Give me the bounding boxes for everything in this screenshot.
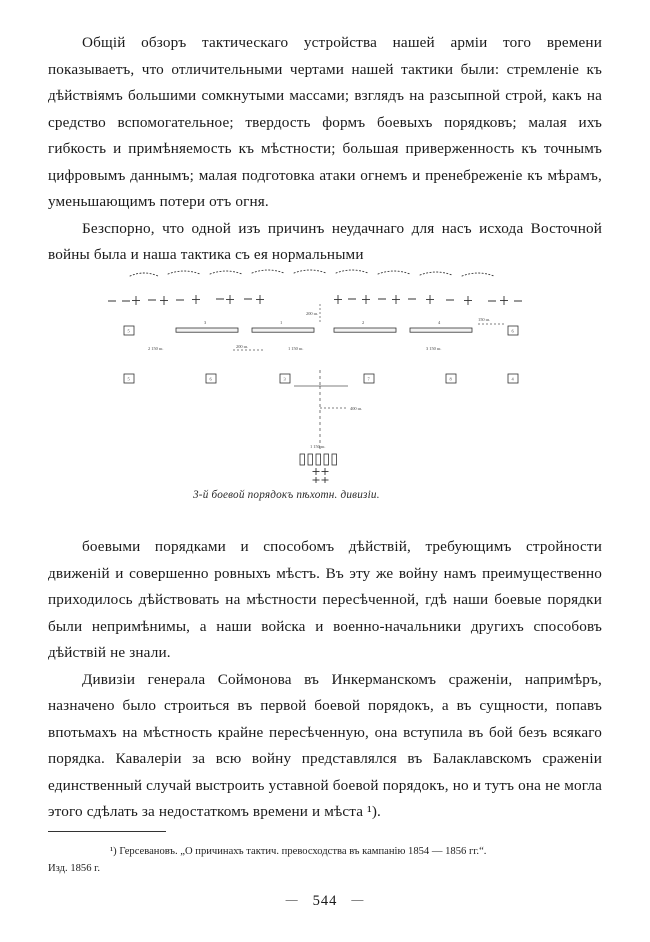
paragraph-4: Дивизіи генерала Соймонова въ Инкерманскомъ сраженіи, напримѣръ, назначено было строиться въ первой боевой порядокъ, а въ сущности, попавъ впотьмахъ на мѣстность крайне пересѣченную, она вступила въ бой безъ всякаго порядка. Кавалеріи за всю войну представлялся въ Балаклавскомъ сраженіи единственный случай выстроить уставной боевой порядокъ, но и тутъ она не могла этого сдѣлать за недостаткомъ времени и мѣста ¹). (48, 670, 602, 820)
page-number-value: 544 (312, 893, 338, 909)
distance-label-200-top: 200 ш. (306, 311, 319, 316)
footnote-divider (48, 831, 166, 832)
column-label-mid: 1 150 ш. (288, 346, 304, 351)
flank-box-label-6: 6 (511, 328, 514, 334)
footnote-text: Герсевановъ. „О причинахъ тактич. превосходства въ кампанію 1854 — 1856 гг.“. (119, 846, 487, 857)
column-label-right: 3 150 ш. (426, 346, 442, 351)
distance-label-400: 400 ш. (350, 406, 363, 411)
distance-label-150: 150 ш. (478, 317, 491, 322)
page-number-dash-left: — (285, 892, 299, 906)
footnote-line-1 (48, 843, 602, 860)
column-label-left: 2 150 ш. (148, 346, 164, 351)
battalion-label-2: 2 (362, 320, 365, 325)
reserve-label-5: 8 (449, 376, 452, 382)
distance-label-200-mid: 200 ш. (236, 344, 249, 349)
paragraph-3: боевыми порядками и способомъ дѣйствій, требующимъ стройности движеній и совершенно ровныхъ мѣстъ. Въ эту же войну намъ преимущественно приходилось дѣйствовать на мѣстности пересѣченной, гдѣ наши боевые порядки были непримѣнимы, а наши войска и военно-начальники другихъ способовъ дѣйствій не знали. (48, 538, 602, 661)
support-line (108, 299, 522, 301)
reserve-label-4: 7 (367, 376, 370, 382)
reserve-platoon-markers (313, 468, 329, 483)
lower-text-column (48, 534, 602, 826)
paragraph-1: Общій обзоръ тактическаго устройства нашей арміи того времени показываетъ, что отличительными чертами нашей тактики были: стремленіе къ дѣйствіямъ большими сомкнутыми массами; взглядъ на разсыпной строй, какъ на средство вспомогательное; твердость формъ боевыхъ порядковъ; малая ихъ гибкость и примѣняемость къ мѣстности; большая приверженность къ точнымъ цифровымъ даннымъ; малая подготовка атаки огнемъ и пренебреженіе къ мѣрамъ, уменьшающимъ потери отъ огня. (48, 34, 602, 210)
footnote (48, 843, 602, 877)
battalion-label-3: 3 (204, 320, 207, 325)
battalion-label-4: 4 (438, 320, 441, 325)
figure-diagram (48, 258, 602, 486)
figure-battle-order (48, 258, 602, 508)
reserve-label-6: 4 (511, 376, 514, 382)
battalion-bars (176, 328, 472, 332)
column-label-bottom: 1 150 ш. (310, 444, 326, 449)
reserve-label-1: 5 (127, 376, 130, 382)
skirmisher-line-top (130, 270, 494, 276)
reserve-boxes (124, 374, 518, 383)
flank-box-label-5: 5 (127, 328, 130, 334)
general-reserve-columns (300, 454, 337, 465)
footnote-line-2: Изд. 1856 г. (48, 863, 100, 874)
reserve-label-3: 3 (283, 376, 286, 382)
battalion-label-1: 1 (280, 320, 283, 325)
footnote-marker: ¹) (110, 846, 117, 857)
figure-caption: 3-й боевой порядокъ пѣхотн. дивизіи. (193, 489, 380, 501)
page-number (0, 893, 650, 910)
upper-text-column (48, 30, 602, 269)
page-number-dash-right: — (351, 892, 365, 906)
paragraph-2: Безспорно, что одной изъ причинъ неудачнаго для насъ исхода Восточной войны была и наша тактика съ ея нормальными (48, 219, 602, 263)
reserve-label-2: 6 (209, 376, 212, 382)
